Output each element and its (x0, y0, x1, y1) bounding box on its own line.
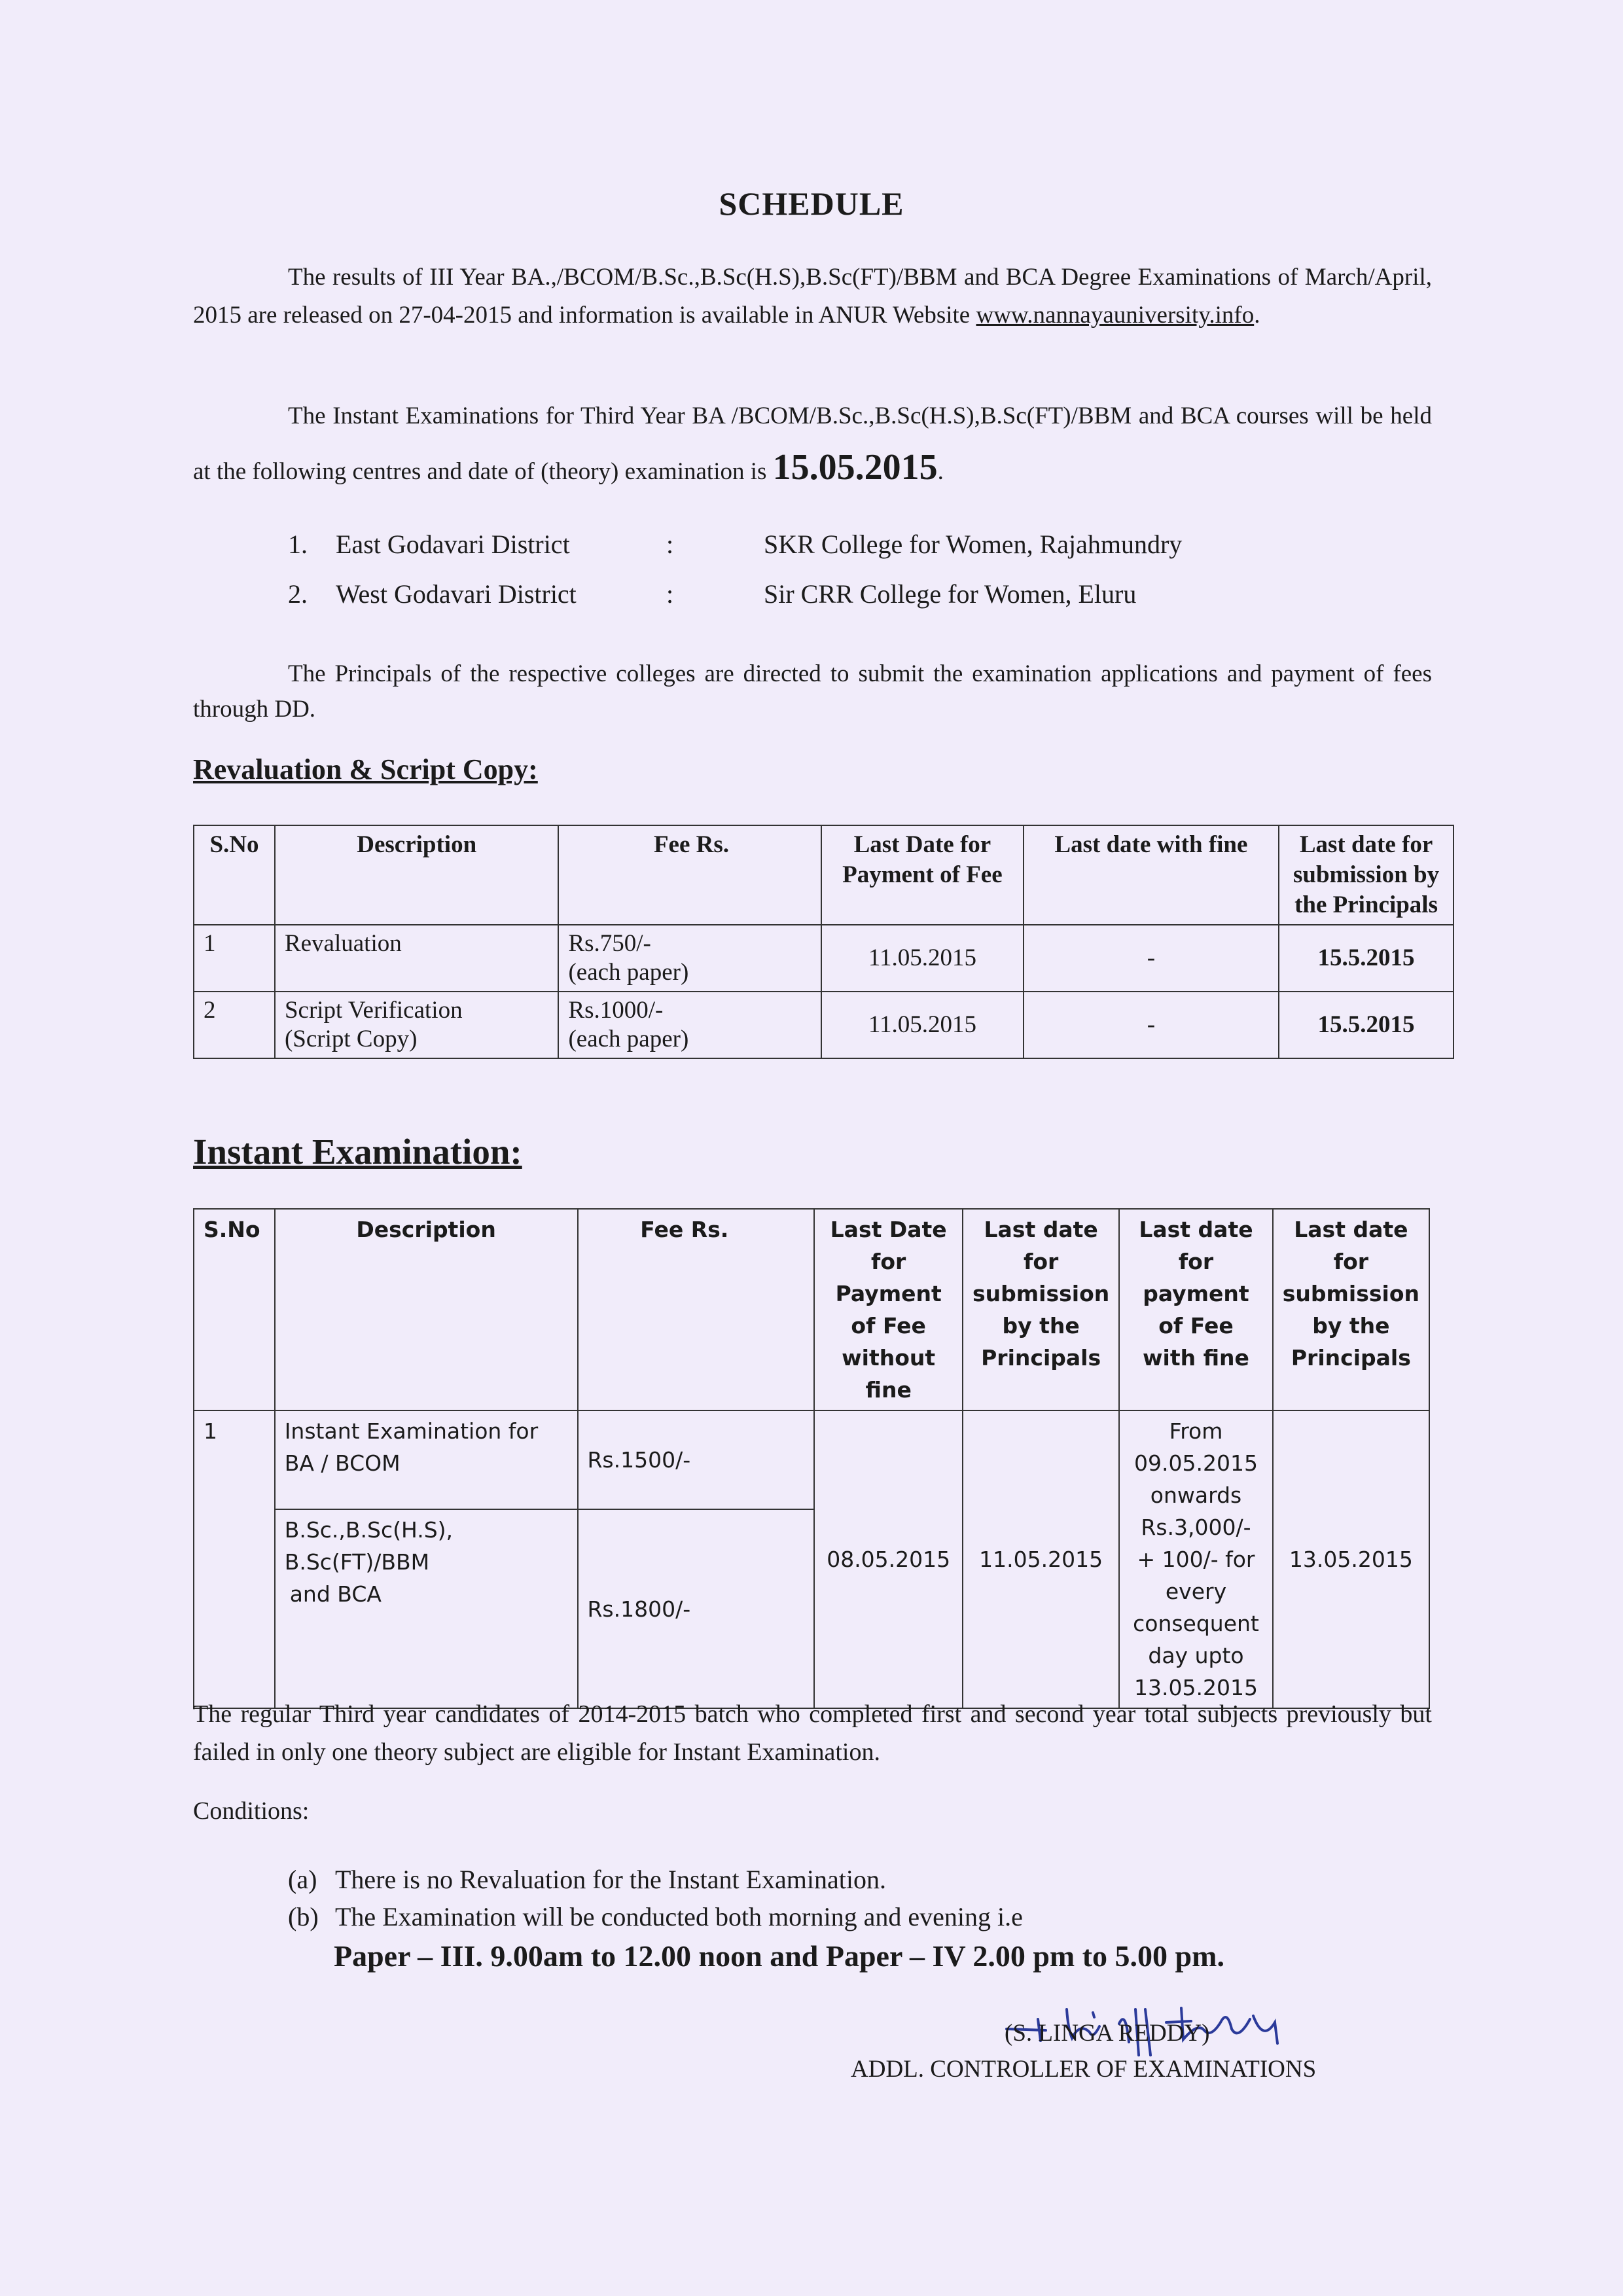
website-link[interactable]: www.nannayauniversity.info (976, 302, 1255, 329)
column-header: Fee Rs. (578, 1209, 815, 1410)
eligibility-paragraph: The regular Third year candidates of 2014-2015 batch who completed first and second year total subjects previously but failed in only one theory subject are eligible for Instant Examination. (193, 1700, 1432, 1766)
column-header: Fee Rs. (558, 825, 821, 925)
college-name: Sir CRR College for Women, Eluru (764, 579, 1137, 609)
principals-paragraph: The Principals of the respective colleges are directed to submit the examination applications and payment of fees through DD. (193, 660, 1432, 723)
results-text: The results of III Year BA.,/BCOM/B.Sc.,B.Sc(H.S),B.Sc(FT)/BBM and BCA Degree Examinations of March/April, 2015 are released on 27-04-2015 and information is available in ANUR Website (193, 264, 1432, 329)
column-header: Last Date for Payment of Fee without fine (814, 1209, 963, 1410)
column-header: Last date for submission by the Principals (1273, 1209, 1429, 1410)
centre-row-1: 1. East Godavari District : SKR College for Women, Rajahmundry (288, 529, 1183, 559)
column-header: Last date with fine (1024, 825, 1279, 925)
column-header: Last date for submission by the Principals (1279, 825, 1454, 925)
instant-exam-text: The Instant Examinations for Third Year BA /BCOM/B.Sc.,B.Sc(H.S),B.Sc(FT)/BBM and BCA courses will be held at the following centres and date of (theory) examination is (193, 403, 1432, 485)
college-name: SKR College for Women, Rajahmundry (764, 529, 1183, 559)
column-header: Description (275, 825, 559, 925)
fine-details: From 09.05.2015 onwards Rs.3,000/- + 100/- for every consequent day upto 13.05.2015 (1119, 1410, 1273, 1708)
table-header-row (194, 1209, 1429, 1410)
table-row: 2 Script Verification (Script Copy) Rs.1000/- (each paper) 11.05.2015 - 15.5.2015 (194, 992, 1454, 1058)
paper-timings: Paper – III. 9.00am to 12.00 noon and Paper – IV 2.00 pm to 5.00 pm. (334, 1939, 1224, 1973)
table-header-row (194, 825, 1454, 925)
results-paragraph: The results of III Year BA.,/BCOM/B.Sc.,B.Sc(H.S),B.Sc(FT)/BBM and BCA Degree Examinations of March/April, 2015 are released on 27-04-2015 and information is available in ANUR Website www.nannayauniversity.info. (193, 264, 1432, 329)
centre-row-2: 2. West Godavari District : Sir CRR College for Women, Eluru (288, 579, 1137, 609)
district-name: West Godavari District (336, 579, 577, 609)
table-row: B.Sc.,B.Sc(H.S), B.Sc(FT)/BBM and BCA Rs.1800/- (194, 1509, 1429, 1708)
revaluation-table (193, 825, 1454, 1059)
revaluation-heading: Revaluation & Script Copy: (193, 753, 538, 785)
column-header: Last Date for Payment of Fee (821, 825, 1024, 925)
table-row: 1 Revaluation Rs.750/- (each paper) 11.05.2015 - 15.5.2015 (194, 925, 1454, 992)
instant-exam-heading: Instant Examination: (193, 1132, 522, 1172)
page-title: SCHEDULE (719, 185, 904, 222)
column-header: S.No (194, 825, 275, 925)
column-header: S.No (194, 1209, 275, 1410)
column-header: Description (275, 1209, 578, 1410)
condition-b: (b) The Examination will be conducted both morning and evening i.e (288, 1902, 1023, 1931)
instant-exam-paragraph: The Instant Examinations for Third Year BA /BCOM/B.Sc.,B.Sc(H.S),B.Sc(FT)/BBM and BCA courses will be held at the following centres and date of (theory) examination is 15.05.2015. (193, 403, 1432, 488)
column-header: Last date for submission by the Principals (963, 1209, 1119, 1410)
signatory-designation: ADDL. CONTROLLER OF EXAMINATIONS (851, 2056, 1317, 2083)
district-name: East Godavari District (336, 529, 570, 559)
signatory-name: (S. LINGA REDDY) (1005, 2020, 1210, 2047)
exam-date: 15.05.2015 (772, 447, 938, 488)
instant-exam-table (193, 1208, 1430, 1709)
column-header: Last date for payment of Fee with fine (1119, 1209, 1273, 1410)
condition-a: (a) There is no Revaluation for the Instant Examination. (288, 1865, 886, 1894)
table-row: 1 Instant Examination for BA / BCOM Rs.1500/- 08.05.2015 11.05.2015 From 09.05.2015 onwards Rs.3,000/- + 100/- for every consequent day upto 13.05.2015 13.05.2015 (194, 1410, 1429, 1509)
conditions-label: Conditions: (193, 1797, 310, 1825)
